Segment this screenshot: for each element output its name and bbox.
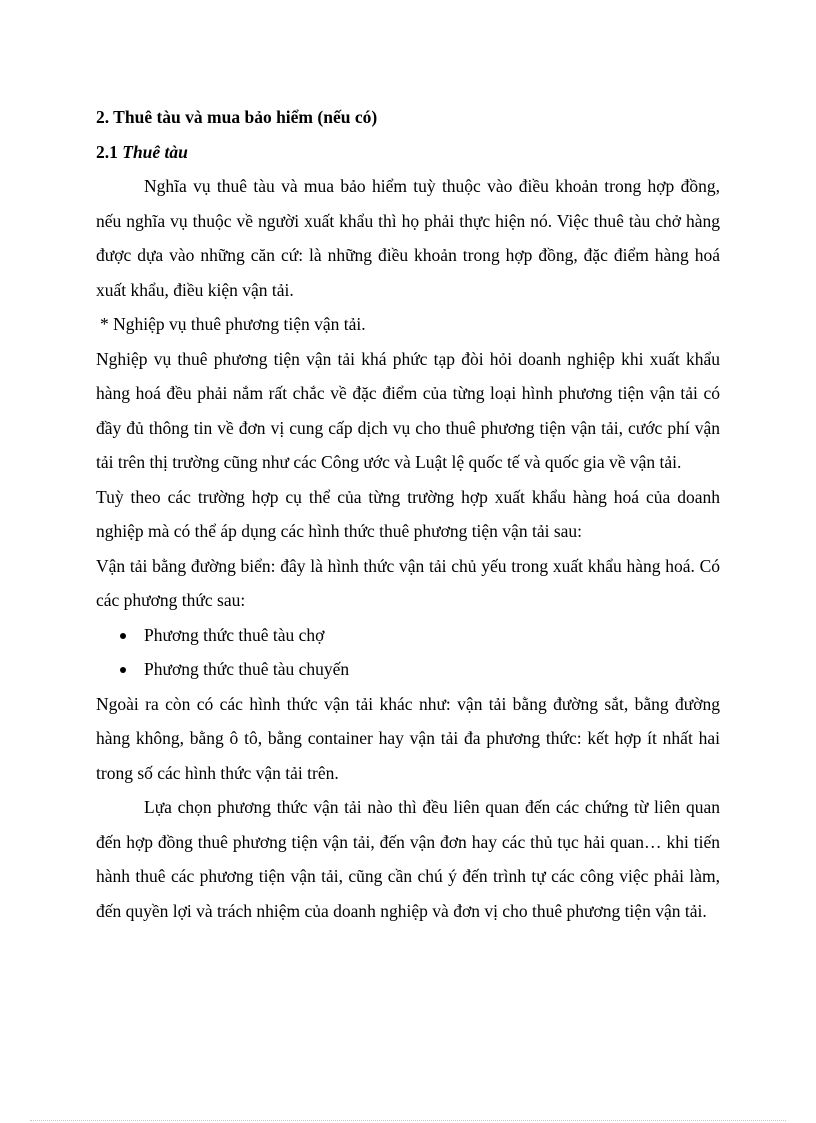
bullet-dot-icon <box>120 633 126 639</box>
subsection-number: 2.1 <box>96 141 123 162</box>
page-bottom-divider <box>30 1120 786 1121</box>
paragraph-other-modes: Ngoài ra còn có các hình thức vận tải khác như: vận tải bằng đường sắt, bằng đường hàng không, bằng ô tô, bằng container hay vận tải đa phương thức: kết hợp ít nhất hai trong số các hình thức vận tải trên. <box>96 693 720 783</box>
paragraph-choice: Lựa chọn phương thức vận tải nào thì đều liên quan đến các chứng từ liên quan đến hợp đồng thuê phương tiện vận tải, đến vận đơn hay các thủ tục hải quan… khi tiến hành thuê các phương tiện vận tải, cũng cần chú ý đến trình tự các công việc phải làm, đến quyền lợi và trách nhiệm của doanh nghiệp và đơn vị cho thuê phương tiện vận tải. <box>96 797 720 921</box>
bullet-item <box>96 652 720 687</box>
bullet-text: Phương thức thuê tàu chuyến <box>144 659 350 679</box>
paragraph-sea-transport: Vận tải bằng đường biển: đây là hình thức vận tải chủ yếu trong xuất khẩu hàng hoá. Có các phương thức sau: <box>96 555 720 610</box>
document-page <box>96 100 720 928</box>
subsection-heading <box>96 135 720 170</box>
bullet-dot-icon <box>120 667 126 673</box>
paragraph-cases: Tuỳ theo các trường hợp cụ thể của từng trường hợp xuất khẩu hàng hoá của doanh nghiệp mà có thể áp dụng các hình thức thuê phương tiện vận tải sau: <box>96 486 720 541</box>
paragraph-transport-service: Nghiệp vụ thuê phương tiện vận tải khá phức tạp đòi hỏi doanh nghiệp khi xuất khẩu hàng hoá đều phải nắm rất chắc về đặc điểm của từng loại hình phương tiện vận tải có đầy đủ thông tin về đơn vị cung cấp dịch vụ cho thuê phương tiện vận tải, cước phí vận tải trên thị trường cũng như các Công ước và Luật lệ quốc tế và quốc gia về vận tải. <box>96 348 720 472</box>
bullet-item <box>96 618 720 653</box>
paragraph-note: * Nghiệp vụ thuê phương tiện vận tải. <box>100 314 366 334</box>
section-heading: 2. Thuê tàu và mua bảo hiểm (nếu có) <box>96 107 378 127</box>
bullet-list <box>96 618 720 687</box>
paragraph-intro: Nghĩa vụ thuê tàu và mua bảo hiểm tuỳ thuộc vào điều khoản trong hợp đồng, nếu nghĩa vụ thuộc về người xuất khẩu thì họ phải thực hiện nó. Việc thuê tàu chở hàng được dựa vào những căn cứ: là những điều khoản trong hợp đồng, đặc điểm hàng hoá xuất khẩu, điều kiện vận tải. <box>96 176 720 300</box>
bullet-text: Phương thức thuê tàu chợ <box>144 624 325 645</box>
subsection-title: Thuê tàu <box>122 141 188 162</box>
